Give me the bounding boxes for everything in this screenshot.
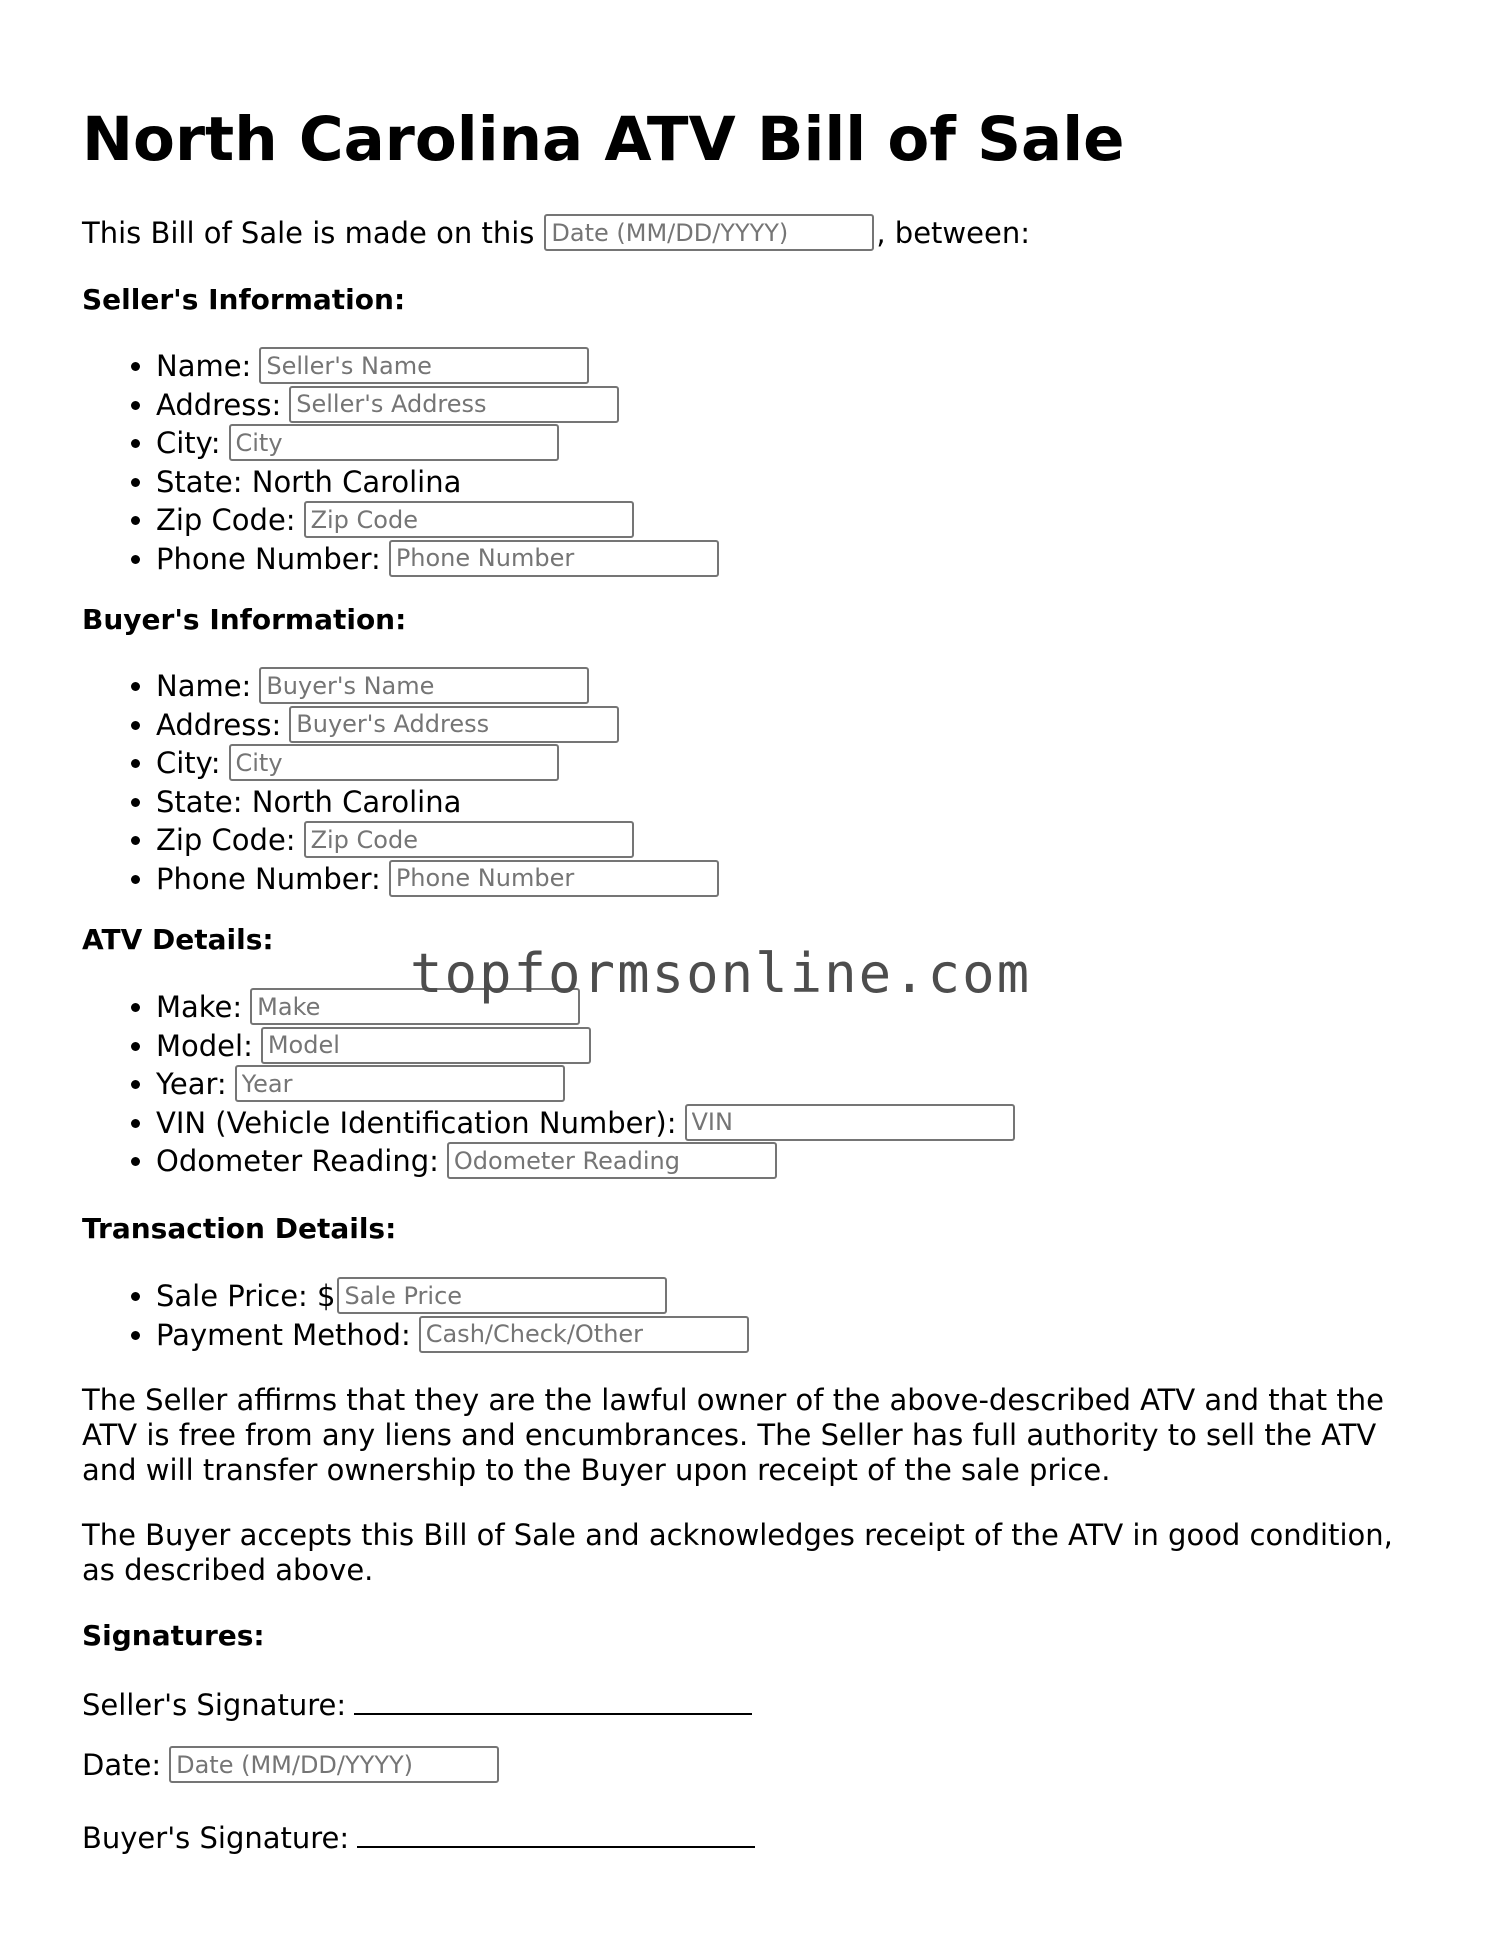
buyer-state-text: State: North Carolina [156,784,462,819]
buyer-phone-label: Phone Number: [156,861,381,896]
seller-phone-label: Phone Number: [156,541,381,576]
buyer-acceptance-paragraph: The Buyer accepts this Bill of Sale and acknowledges receipt of the ATV in good condition, as described above. [82,1518,1393,1587]
seller-signature-line [82,1681,752,1724]
sale-price-label: Sale Price: $ [156,1279,336,1313]
seller-city-label: City: [156,426,221,460]
seller-state-text: State: North Carolina [156,464,462,499]
atv-model-input[interactable] [261,1027,591,1064]
atv-vin-label: VIN (Vehicle Identification Number): [156,1105,677,1140]
intro-prefix: This Bill of Sale is made on this [82,216,535,250]
seller-city-item [156,424,719,463]
seller-address-input[interactable] [289,386,619,423]
signatures-section-heading: Signatures: [82,1619,265,1652]
seller-zip-input[interactable] [304,501,634,538]
buyer-address-label: Address: [156,707,282,742]
seller-zip-item [156,501,719,540]
agreement-date-input[interactable] [544,214,874,251]
buyer-zip-item [156,821,719,860]
atv-year-item [156,1065,1015,1104]
atv-year-input[interactable] [235,1065,565,1102]
buyer-fields-list [82,667,719,898]
buyer-address-input[interactable] [289,706,619,743]
payment-method-item [156,1316,749,1355]
atv-vin-item [156,1104,1015,1143]
atv-model-label: Model: [156,1028,253,1063]
buyer-city-input[interactable] [229,744,559,781]
seller-signature-blank[interactable] [354,1681,752,1715]
buyer-name-label: Name: [156,669,252,703]
atv-make-input[interactable] [250,988,580,1025]
buyer-name-item [156,667,719,706]
page-title: North Carolina ATV Bill of Sale [82,104,1125,175]
atv-fields-list [82,988,1015,1181]
buyer-section-heading: Buyer's Information: [82,603,407,636]
seller-name-item [156,347,719,386]
buyer-signature-label: Buyer's Signature: [82,1821,350,1855]
seller-address-label: Address: [156,387,282,422]
buyer-zip-label: Zip Code: [156,823,296,857]
seller-name-label: Name: [156,349,252,383]
seller-phone-item [156,540,719,579]
seller-affirmation-paragraph: The Seller affirms that they are the lawful owner of the above-described ATV and that the ATV is free from any liens and encumbrances. The Seller has full authority to sell the ATV and will transfer ownership to the Buyer upon receipt of the sale price. [82,1383,1384,1487]
seller-address-item [156,386,719,425]
atv-make-label: Make: [156,990,243,1024]
buyer-zip-input[interactable] [304,821,634,858]
intro-suffix: , between: [876,216,1030,250]
atv-section-heading: ATV Details: [82,923,274,956]
atv-year-label: Year: [156,1067,227,1101]
seller-state-item [156,463,719,502]
buyer-phone-input[interactable] [389,860,719,897]
seller-city-input[interactable] [229,424,559,461]
buyer-signature-blank[interactable] [357,1814,755,1848]
seller-zip-label: Zip Code: [156,503,296,537]
seller-signature-label: Seller's Signature: [82,1688,347,1722]
atv-odometer-input[interactable] [447,1142,777,1179]
watermark-text: topformsonline.com [410,942,1032,1005]
seller-section-heading: Seller's Information: [82,283,406,316]
payment-method-label: Payment Method: [156,1317,411,1352]
buyer-state-item [156,783,719,822]
buyer-phone-item [156,860,719,899]
atv-odometer-label: Odometer Reading: [156,1144,439,1178]
sale-price-input[interactable] [337,1277,667,1314]
signature-date-input[interactable] [169,1746,499,1783]
buyer-city-item [156,744,719,783]
buyer-city-label: City: [156,746,221,780]
buyer-name-input[interactable] [259,667,589,704]
atv-odometer-item [156,1142,1015,1181]
payment-method-input[interactable] [419,1316,749,1353]
signature-date-label: Date: [82,1748,162,1782]
atv-model-item [156,1027,1015,1066]
atv-vin-input[interactable] [685,1104,1015,1141]
transaction-section-heading: Transaction Details: [82,1212,397,1245]
transaction-fields-list [82,1277,749,1354]
buyer-signature-line [82,1814,755,1857]
seller-phone-input[interactable] [389,540,719,577]
seller-fields-list [82,347,719,578]
atv-make-item [156,988,1015,1027]
sale-price-item [156,1277,749,1316]
buyer-address-item [156,706,719,745]
seller-name-input[interactable] [259,347,589,384]
intro-line [82,214,1030,252]
signature-date-line [82,1746,499,1784]
